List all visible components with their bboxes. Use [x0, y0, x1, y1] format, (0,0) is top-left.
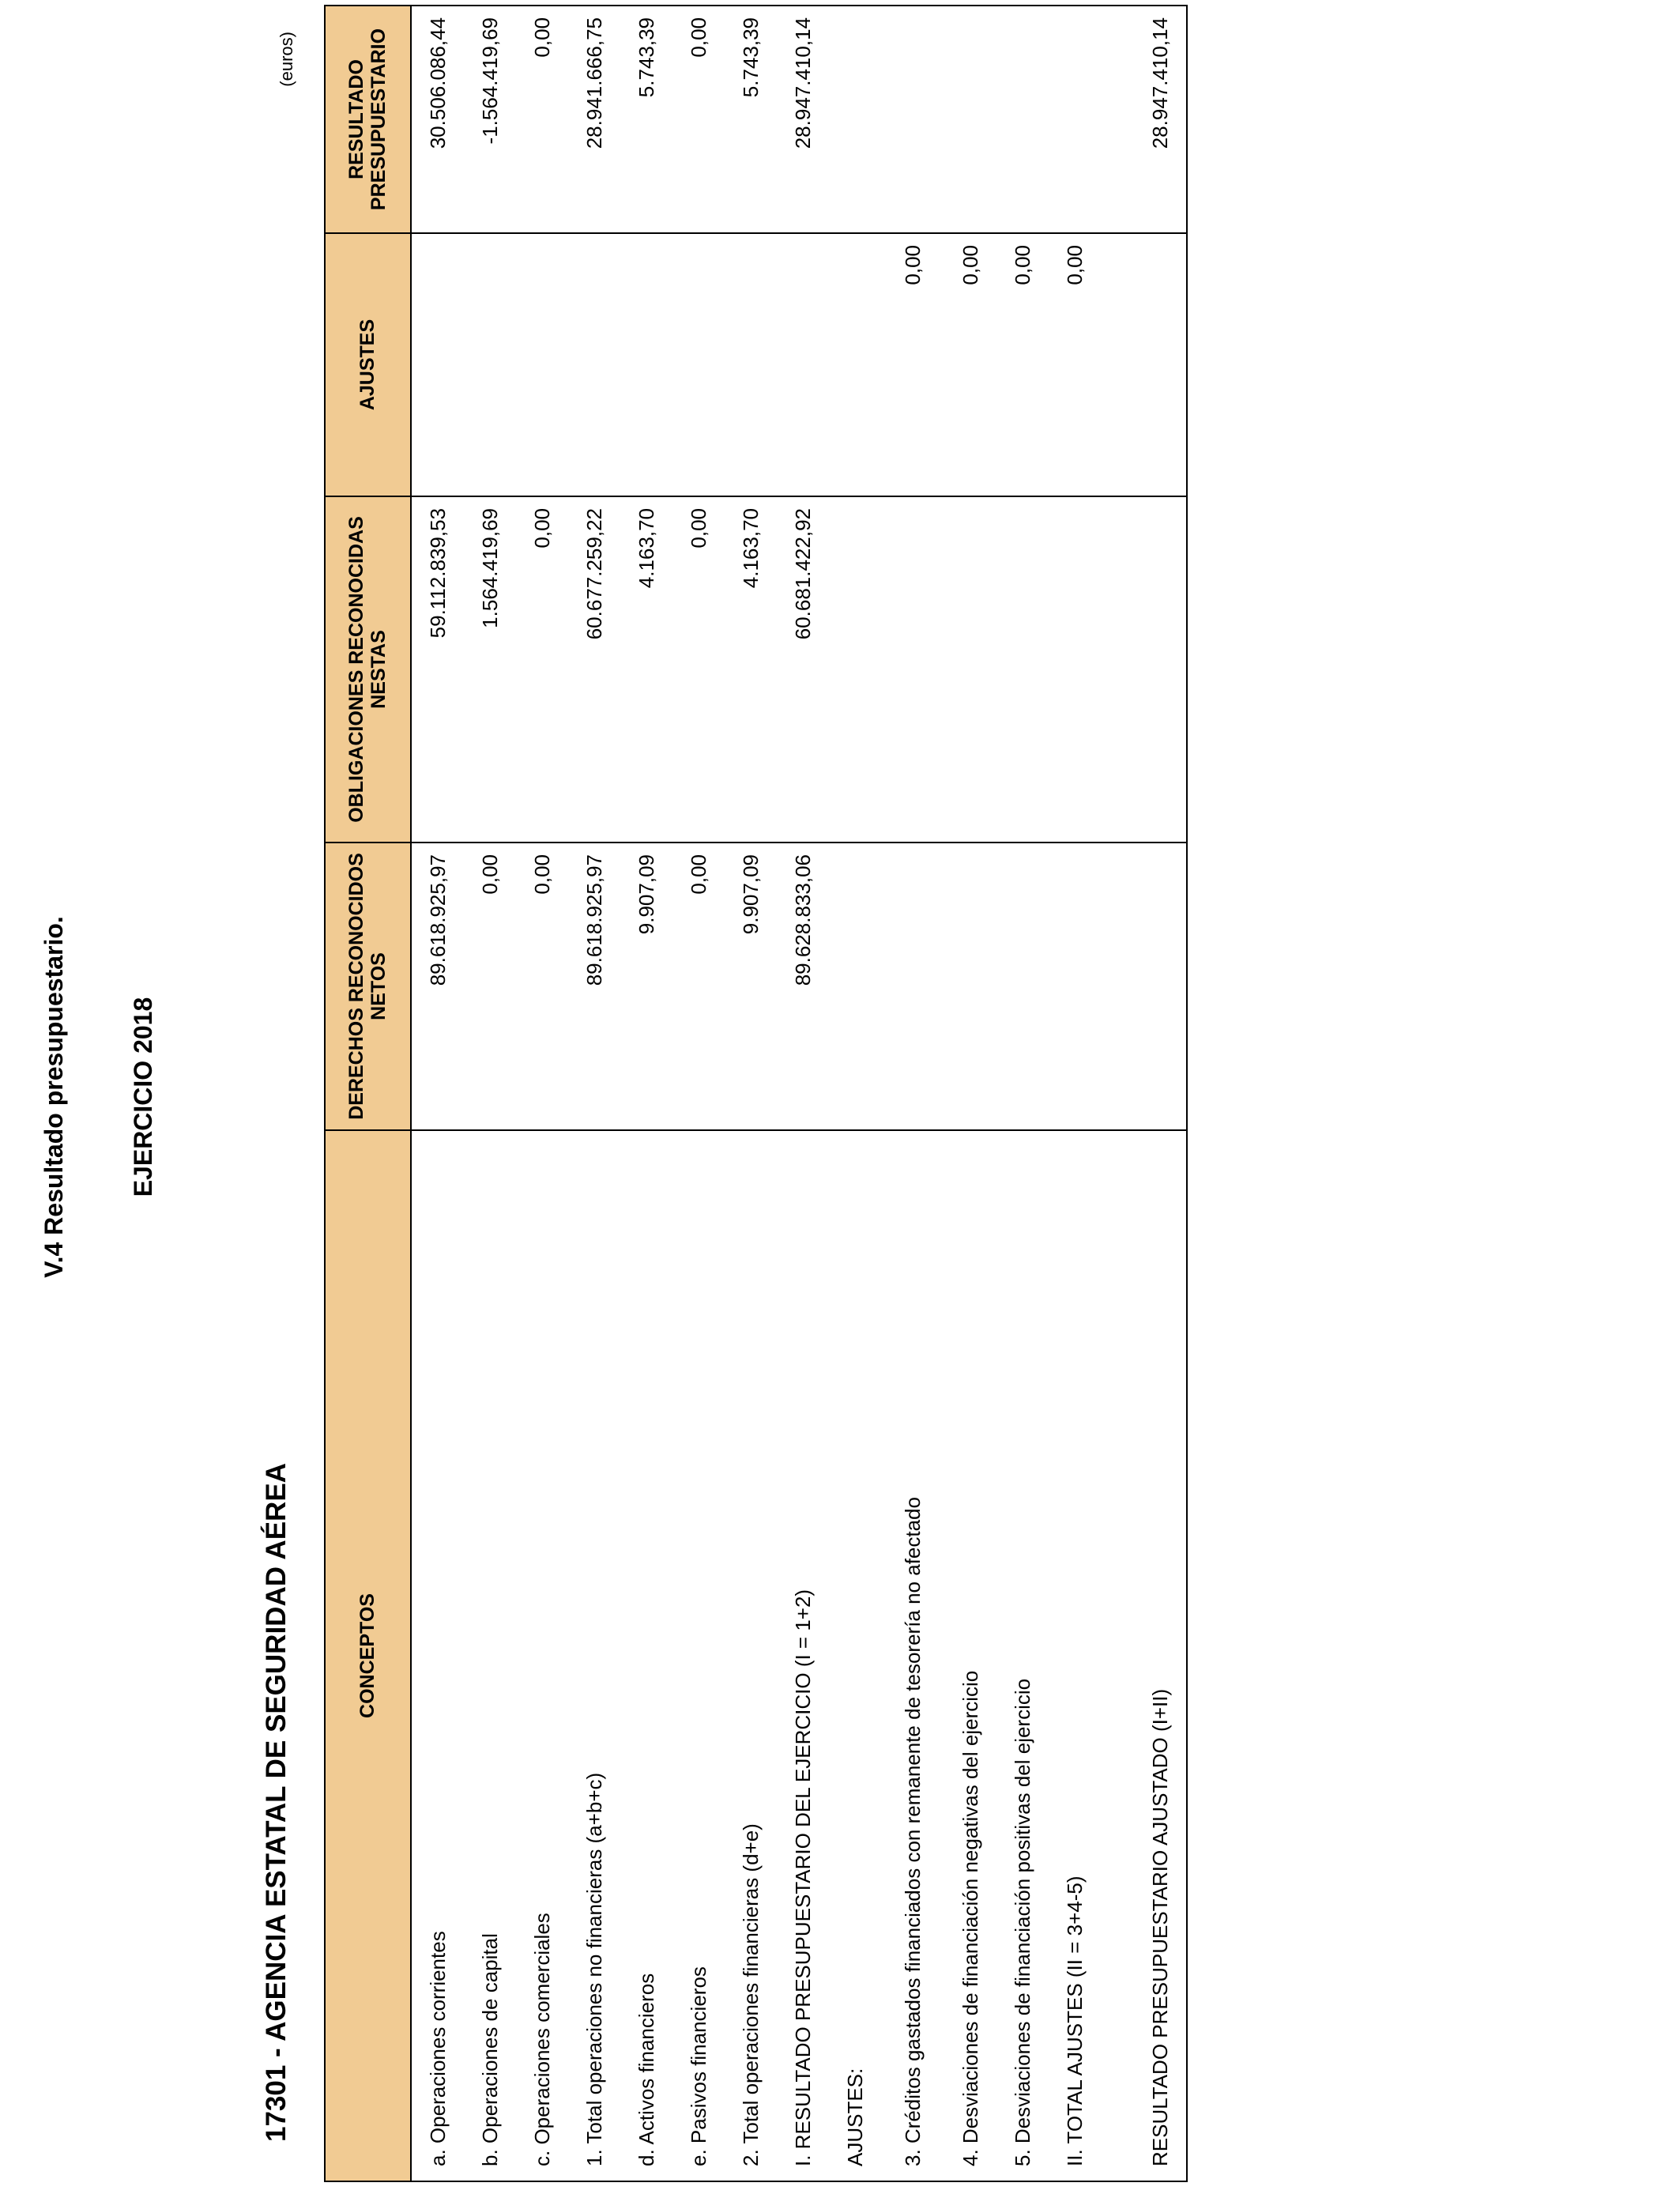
rights-cell: [620, 843, 672, 1129]
result-cell: [996, 6, 1049, 232]
result-value: 28.947.410,14: [1147, 17, 1172, 149]
result-value: -1.564.419,69: [477, 17, 502, 145]
rights-cell: [1101, 843, 1134, 1129]
result-cell: [568, 6, 620, 232]
adjustments-cell: [1049, 234, 1101, 496]
rights-value: 9.907,09: [738, 854, 763, 935]
concept-cell: [620, 1131, 672, 2181]
adjustments-column: [411, 233, 1187, 496]
obligations-value: 59.112.839,53: [425, 508, 450, 639]
concept-cell: [412, 1131, 464, 2181]
obligations-cell: [881, 497, 944, 842]
rights-value: 0,00: [686, 854, 710, 895]
header-result: RESULTADO PRESUPUESTARIO: [325, 6, 411, 233]
result-cell: [620, 6, 672, 232]
adjustments-cell: [944, 234, 996, 496]
result-cell: [672, 6, 725, 232]
obligations-cell: [516, 497, 568, 842]
concept-cell: [725, 1131, 777, 2181]
obligations-value: 60.681.422,92: [790, 508, 815, 640]
adjustments-cell: [568, 234, 620, 496]
adjustments-cell: [672, 234, 725, 496]
obligations-value: 4.163,70: [738, 508, 763, 589]
rights-value: 89.618.925,97: [425, 854, 450, 986]
obligations-value: 0,00: [529, 508, 554, 548]
concept-label: 3. Créditos gastados financiados con remanente de tesorería no afectado: [901, 1497, 925, 2166]
obligations-cell: [1101, 497, 1134, 842]
header-obligations: OBLIGACIONES RECONOCIDAS NESTAS: [325, 496, 411, 843]
adjustments-cell: [996, 234, 1049, 496]
concept-label: d. Activos financieros: [635, 1973, 658, 2166]
result-value: 0,00: [686, 17, 710, 58]
adjustments-cell: [829, 234, 881, 496]
rights-cell: [464, 843, 516, 1129]
rights-cell: [672, 843, 725, 1129]
obligations-cell: [725, 497, 777, 842]
obligations-cell: [996, 497, 1049, 842]
rights-cell: [1049, 843, 1101, 1129]
rights-cell: [777, 843, 829, 1129]
rights-cell: [725, 843, 777, 1129]
adjustments-cell: [516, 234, 568, 496]
rights-cell: [568, 843, 620, 1129]
obligations-value: 60.677.259,22: [582, 508, 606, 640]
obligations-column: [411, 496, 1187, 843]
adjustments-cell: [620, 234, 672, 496]
adjustments-cell: [412, 234, 464, 496]
concept-cell: [1049, 1131, 1101, 2181]
adjustments-cell: [1134, 234, 1186, 496]
concept-label: a. Operaciones corrientes: [426, 1931, 450, 2166]
header-concepts: CONCEPTOS: [325, 1130, 411, 2181]
adjustments-cell: [881, 234, 944, 496]
result-cell: [829, 6, 881, 232]
obligations-cell: [672, 497, 725, 842]
rights-value: 89.628.833,06: [790, 854, 815, 986]
rights-value: 0,00: [477, 854, 502, 895]
adjustments-value: 0,00: [1010, 245, 1034, 285]
concept-cell: [996, 1131, 1049, 2181]
adjustments-value: 0,00: [900, 245, 925, 285]
concept-cell: [464, 1131, 516, 2181]
obligations-cell: [412, 497, 464, 842]
rights-cell: [996, 843, 1049, 1129]
concept-cell: [1134, 1131, 1186, 2181]
rights-cell: [829, 843, 881, 1129]
obligations-cell: [944, 497, 996, 842]
adjustments-cell: [777, 234, 829, 496]
obligations-value: 1.564.419,69: [477, 508, 502, 628]
concept-cell: [829, 1131, 881, 2181]
table-body-row: [411, 6, 1187, 2181]
concept-label: II. TOTAL AJUSTES (II = 3+4-5): [1063, 1875, 1087, 2166]
rights-cell: [1134, 843, 1186, 1129]
document-title: V.4 Resultado presupuestario.: [40, 916, 68, 1278]
fiscal-year: EJERCICIO 2018: [129, 997, 157, 1197]
result-cell: [412, 6, 464, 232]
concept-label: c. Operaciones comerciales: [530, 1913, 554, 2166]
concept-label: AJUSTES:: [843, 2068, 867, 2166]
obligations-cell: [568, 497, 620, 842]
result-cell: [777, 6, 829, 232]
adjustments-value: 0,00: [1062, 245, 1087, 285]
result-value: 28.947.410,14: [790, 17, 815, 149]
header-rights: DERECHOS RECONOCIDOS NETOS: [325, 843, 411, 1130]
header-adjustments: AJUSTES: [325, 233, 411, 496]
adjustments-cell: [1101, 234, 1134, 496]
currency-units: (euros): [277, 32, 296, 87]
obligations-cell: [1049, 497, 1101, 842]
concept-label: 2. Total operaciones financieras (d+e): [739, 1823, 763, 2166]
concept-cell: [516, 1131, 568, 2181]
budget-result-table: [324, 5, 1188, 2182]
concept-label: I. RESULTADO PRESUPUESTARIO DEL EJERCICIO (I = 1+2): [791, 1589, 815, 2166]
rights-cell: [944, 843, 996, 1129]
result-cell: [464, 6, 516, 232]
result-value: 5.743,39: [738, 17, 763, 98]
concept-label: e. Pasivos financieros: [687, 1966, 710, 2166]
result-cell: [1049, 6, 1101, 232]
concept-cell: [1101, 1131, 1134, 2181]
result-cell: [1134, 6, 1186, 232]
obligations-cell: [777, 497, 829, 842]
result-cell: [725, 6, 777, 232]
rights-column: [411, 843, 1187, 1130]
obligations-cell: [464, 497, 516, 842]
result-value: 5.743,39: [634, 17, 658, 98]
adjustments-cell: [464, 234, 516, 496]
result-value: 0,00: [529, 17, 554, 58]
result-cell: [1101, 6, 1134, 232]
concept-label: RESULTADO PRESUPUESTARIO AJUSTADO (I+II): [1148, 1688, 1172, 2166]
obligations-value: 4.163,70: [634, 508, 658, 589]
concept-cell: [881, 1131, 944, 2181]
obligations-value: 0,00: [686, 508, 710, 548]
obligations-cell: [1134, 497, 1186, 842]
result-cell: [516, 6, 568, 232]
adjustments-value: 0,00: [958, 245, 982, 285]
rights-value: 0,00: [529, 854, 554, 895]
result-column: [411, 6, 1187, 233]
concept-label: 1. Total operaciones no financieras (a+b+c): [582, 1772, 606, 2166]
rights-cell: [881, 843, 944, 1129]
result-value: 30.506.086,44: [425, 17, 450, 149]
result-value: 28.941.666,75: [582, 17, 606, 149]
obligations-cell: [829, 497, 881, 842]
result-cell: [944, 6, 996, 232]
concept-cell: [568, 1131, 620, 2181]
concepts-column: [411, 1130, 1187, 2181]
table-header-row: [325, 6, 411, 2181]
rights-cell: [516, 843, 568, 1129]
concept-cell: [777, 1131, 829, 2181]
concept-cell: [944, 1131, 996, 2181]
obligations-cell: [620, 497, 672, 842]
concept-label: b. Operaciones de capital: [478, 1933, 502, 2166]
concept-label: 5. Desviaciones de financiación positivas del ejercicio: [1011, 1678, 1034, 2166]
adjustments-cell: [725, 234, 777, 496]
concept-label: 4. Desviaciones de financiación negativas del ejercicio: [959, 1670, 982, 2166]
rights-value: 89.618.925,97: [582, 854, 606, 986]
rights-value: 9.907,09: [634, 854, 658, 935]
entity-name: 17301 - AGENCIA ESTATAL DE SEGURIDAD AÉREA: [261, 1463, 292, 2142]
result-cell: [881, 6, 944, 232]
concept-cell: [672, 1131, 725, 2181]
rights-cell: [412, 843, 464, 1129]
